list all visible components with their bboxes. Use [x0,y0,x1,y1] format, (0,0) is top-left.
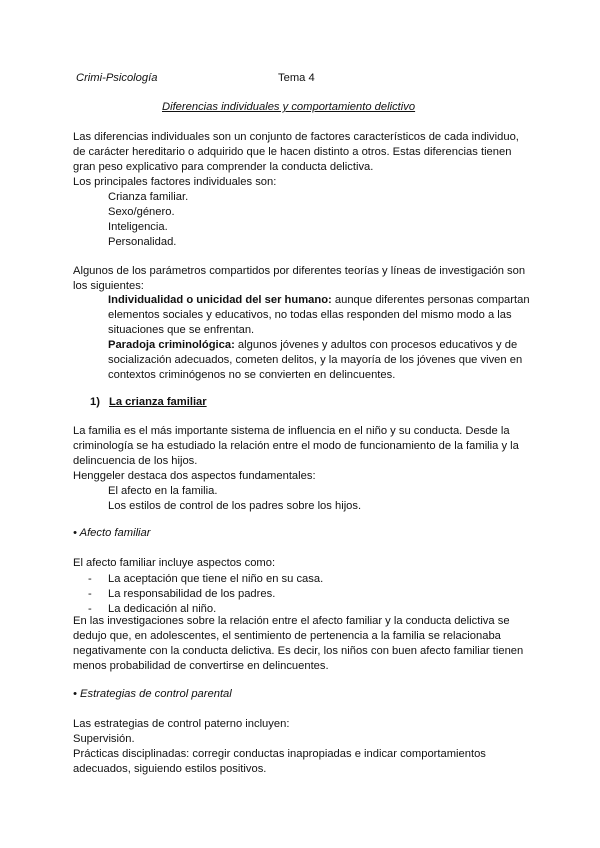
intro-paragraph [73,130,543,190]
dash-marker: - [88,588,92,600]
afecto-paragraph [73,614,543,674]
control-line: adecuados, siguiendo estilos positivos. [73,763,267,775]
crianza-line: delincuencia de los hijos. [73,455,198,467]
control-heading: • Estrategias de control parental [73,688,232,700]
afecto-heading: • Afecto familiar [73,527,151,539]
section-heading: La crianza familiar [109,396,207,408]
params-line: Algunos de los parámetros compartidos por diferentes teorías y líneas de investigación son [73,265,526,277]
intro-line: Los principales factores individuales son: [73,176,277,188]
control-line: Las estrategias de control paterno incluyen: [73,718,290,730]
control-line: Prácticas disciplinadas: corregir conductas inapropiadas e indicar comportamientos [73,748,486,760]
afecto-line: negativamente con la conducta delictiva. Es decir, los niños con buen afecto familiar tienen [73,645,524,657]
param-text: elementos sociales y educativos, no todas ellas responden del mismo modo a las [108,309,512,321]
param-text: socialización adecuados, cometen delitos, y la mayoría de los jóvenes que viven en [108,354,523,366]
afecto-intro: El afecto familiar incluye aspectos como: [73,557,276,569]
list-item: - La aceptación que tiene el niño en su casa. [88,573,324,585]
afecto-line: dedujo que, en adolescentes, el sentimiento de pertenencia a la familia se relacionaba [73,630,501,642]
crianza-line: Henggeler destaca dos aspectos fundamentales: [73,470,316,482]
params-line: los siguientes: [73,280,144,292]
intro-line: de carácter hereditario o adquirido que le hacen distinto a otros. Estas diferencias tienen [73,146,512,158]
dash-marker: - [88,573,92,585]
header-topic: Tema 4 [278,72,315,84]
crianza-line: La familia es el más importante sistema de influencia en el niño y su conducta. Desde la [73,425,510,437]
crianza-line: criminología se ha estudiado la relación entre el modo de funcionamiento de la familia y la [73,440,519,452]
param-term: Individualidad o unicidad del ser humano: [108,294,332,306]
params-paragraph [73,264,543,294]
list-item: Personalidad. [108,236,177,248]
param-term: Paradoja criminológica: [108,339,235,351]
intro-line: Las diferencias individuales son un conjunto de factores característicos de cada individuo, [73,131,519,143]
param-text: situaciones que se enfrentan. [108,324,255,336]
param-text: algunos jóvenes y adultos con procesos educativos y de [234,339,518,351]
dash-marker: - [88,603,92,615]
factors-list [108,190,188,250]
list-item: Los estilos de control de los padres sobre los hijos. [108,500,362,512]
header-subject: Crimi-Psicología [76,72,158,84]
document-title: Diferencias individuales y comportamiento delictivo [162,101,416,113]
param-text: contextos criminógenos no se convierten en delincuentes. [108,369,396,381]
list-item: Crianza familiar. [108,191,189,203]
param-paradoja [108,338,548,383]
afecto-list [88,572,323,617]
list-item: Sexo/género. [108,206,175,218]
aspects-list [108,484,361,514]
crianza-paragraph [73,424,543,484]
list-item: - La responsabilidad de los padres. [88,588,276,600]
param-text: aunque diferentes personas compartan [331,294,530,306]
list-item: Inteligencia. [108,221,168,233]
intro-line: gran peso explicativo para comprender la conducta delictiva. [73,161,374,173]
afecto-line: menos probabilidad de convertirse en delincuentes. [73,660,329,672]
section-number: 1) [90,396,100,408]
list-item: - La dedicación al niño. [88,603,217,615]
control-paragraph [73,717,543,777]
afecto-line: En las investigaciones sobre la relación entre el afecto familiar y la conducta delictiva se [73,615,510,627]
param-individualidad [108,293,548,338]
control-line: Supervisión. [73,733,135,745]
list-item: El afecto en la familia. [108,485,218,497]
